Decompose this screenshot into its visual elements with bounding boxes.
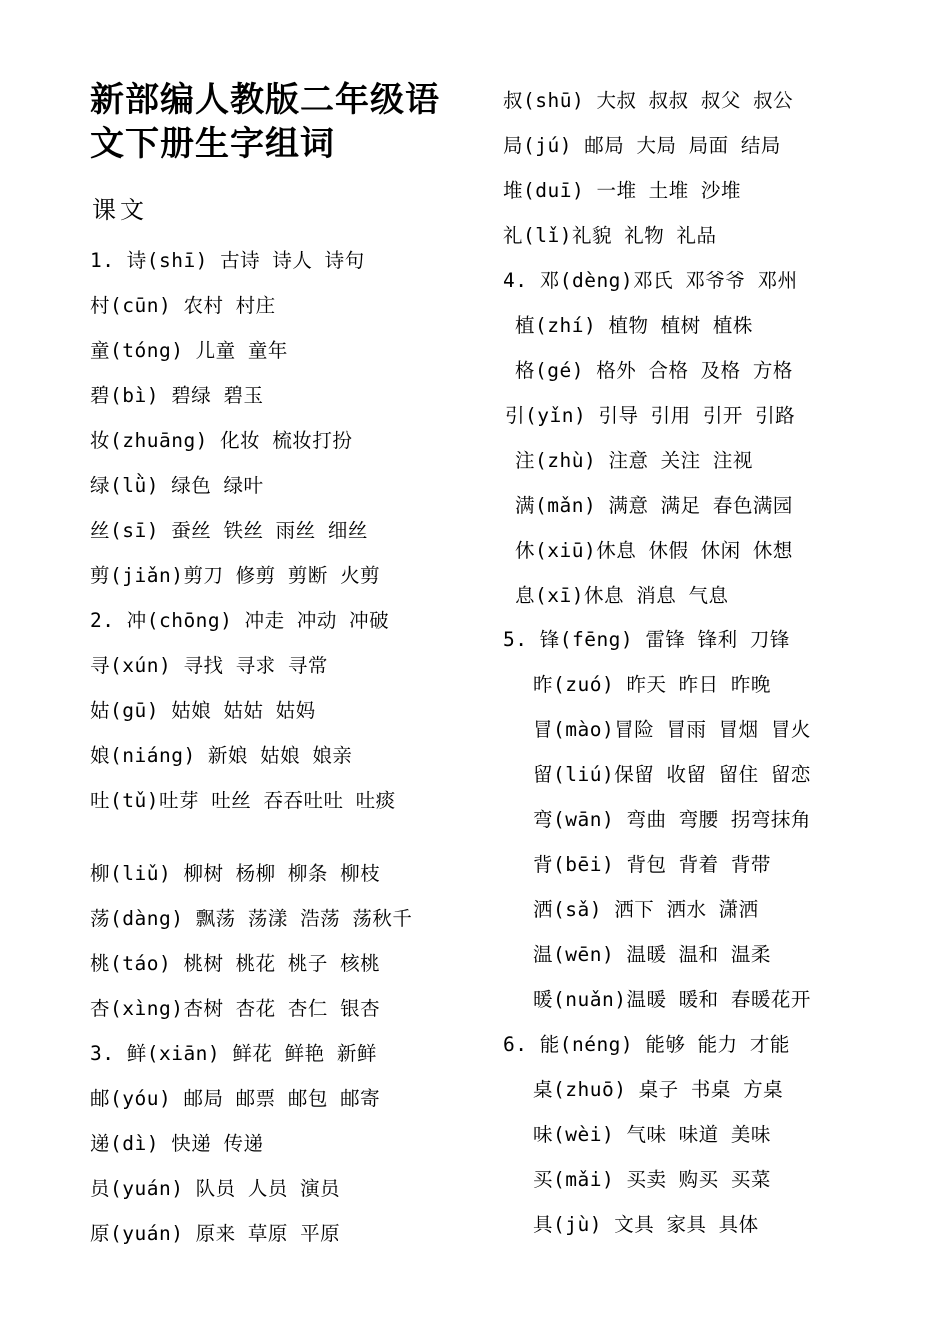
vocab-line: 姑(gū) 姑娘 姑姑 姑妈: [90, 699, 316, 722]
vocab-line: 3. 鲜(xiān) 鲜花 鲜艳 新鲜: [90, 1042, 377, 1065]
vocab-line: 原(yuán) 原来 草原 平原: [90, 1222, 341, 1245]
vocab-line: 杏(xìng)杏树 杏花 杏仁 银杏: [90, 997, 381, 1020]
vocab-line: 2. 冲(chōng) 冲走 冲动 冲破: [90, 609, 390, 632]
vocab-line: 吐(tǔ)吐芽 吐丝 吞吞吐吐 吐痰: [90, 789, 396, 812]
document-title: 新部编人教版二年级语文下册生字组词: [90, 80, 440, 164]
vocab-line: 满(mǎn) 满意 满足 春色满园: [515, 494, 793, 517]
vocab-line: 员(yuán) 队员 人员 演员: [90, 1177, 341, 1200]
vocab-line: 休(xiū)休息 休假 休闲 休想: [515, 539, 793, 562]
vocab-line: 注(zhù) 注意 关注 注视: [515, 449, 753, 472]
vocab-line: 引(yǐn) 引导 引用 引开 引路: [505, 404, 796, 427]
vocab-line: 4. 邓(dèng)邓氏 邓爷爷 邓州: [503, 269, 798, 292]
vocab-line: 丝(sī) 蚕丝 铁丝 雨丝 细丝: [90, 519, 368, 542]
vocab-line: 买(mǎi) 买卖 购买 买菜: [533, 1168, 771, 1191]
vocab-line: 柳(liǔ) 柳树 杨柳 柳条 柳枝: [90, 862, 381, 885]
vocab-line: 温(wēn) 温暖 温和 温柔: [533, 943, 771, 966]
vocab-line: 5. 锋(fēng) 雷锋 锋利 刀锋: [503, 628, 790, 651]
vocab-line: 昨(zuó) 昨天 昨日 昨晚: [533, 673, 771, 696]
vocab-line: 妆(zhuāng) 化妆 梳妆打扮: [90, 429, 353, 452]
vocab-line: 童(tóng) 儿童 童年: [90, 339, 288, 362]
vocab-line: 剪(jiǎn)剪刀 修剪 剪断 火剪: [90, 564, 381, 587]
vocab-line: 绿(lǜ) 绿色 绿叶: [90, 474, 264, 497]
vocab-line: 具(jù) 文具 家具 具体: [533, 1213, 759, 1236]
vocab-line: 娘(niáng) 新娘 姑娘 娘亲: [90, 744, 353, 767]
vocab-line: 礼(lǐ)礼貌 礼物 礼品: [503, 224, 717, 247]
vocab-line: 弯(wān) 弯曲 弯腰 拐弯抹角: [533, 808, 811, 831]
vocab-line: 寻(xún) 寻找 寻求 寻常: [90, 654, 328, 677]
section-heading: 课文: [92, 196, 148, 224]
vocab-line: 6. 能(néng) 能够 能力 才能: [503, 1033, 790, 1056]
vocab-line: 堆(duī) 一堆 土堆 沙堆: [503, 179, 741, 202]
vocab-line: 递(dì) 快递 传递: [90, 1132, 264, 1155]
vocab-line: 留(liú)保留 收留 留住 留恋: [533, 763, 811, 786]
vocab-line: 洒(sǎ) 洒下 洒水 潇洒: [533, 898, 759, 921]
vocab-line: 暖(nuǎn)温暖 暖和 春暖花开: [533, 988, 811, 1011]
vocab-line: 局(jú) 邮局 大局 局面 结局: [503, 134, 781, 157]
vocab-line: 荡(dàng) 飘荡 荡漾 浩荡 荡秋千: [90, 907, 413, 930]
vocab-line: 息(xī)休息 消息 气息: [515, 584, 729, 607]
vocab-line: 植(zhí) 植物 植树 植株: [515, 314, 753, 337]
vocab-line: 叔(shū) 大叔 叔叔 叔父 叔公: [503, 89, 794, 112]
vocab-line: 碧(bì) 碧绿 碧玉: [90, 384, 264, 407]
vocab-line: 桌(zhuō) 桌子 书桌 方桌: [533, 1078, 784, 1101]
vocab-line: 冒(mào)冒险 冒雨 冒烟 冒火: [533, 718, 811, 741]
vocab-line: 味(wèi) 气味 味道 美味: [533, 1123, 771, 1146]
vocab-line: 背(bēi) 背包 背着 背带: [533, 853, 771, 876]
vocab-line: 邮(yóu) 邮局 邮票 邮包 邮寄: [90, 1087, 381, 1110]
vocab-line: 格(gé) 格外 合格 及格 方格: [515, 359, 793, 382]
vocab-line: 1. 诗(shī) 古诗 诗人 诗句: [90, 249, 365, 272]
vocab-line: 村(cūn) 农村 村庄: [90, 294, 276, 317]
vocab-line: 桃(táo) 桃树 桃花 桃子 核桃: [90, 952, 381, 975]
